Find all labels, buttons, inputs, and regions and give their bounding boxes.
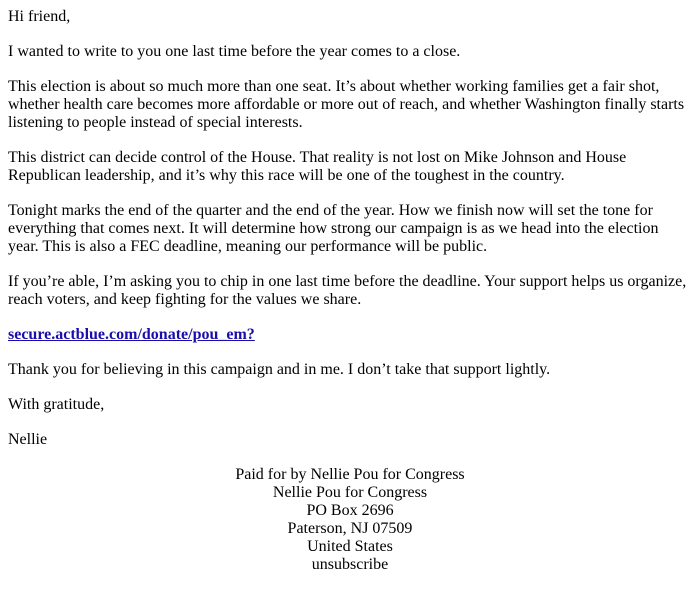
footer-paid-for: Paid for by Nellie Pou for Congress (235, 466, 465, 483)
greeting: Hi friend, (8, 8, 71, 25)
paragraph-ask: If you’re able, I’m asking you to chip in one last time before the deadline. Your support helps us organize, reach voters, and keep fighting for the values we share. (8, 273, 687, 308)
unsubscribe-link[interactable]: unsubscribe (311, 556, 389, 573)
donate-link-row (8, 326, 692, 344)
paragraph-deadline: Tonight marks the end of the quarter and the end of the year. How we finish now will set the tone for everything that comes next. It will determine how strong our campaign is as we head into the election year. This is also a FEC deadline, meaning our performance will be public. (8, 202, 659, 255)
paragraph-intro: I wanted to write to you one last time before the year comes to a close. (8, 43, 461, 60)
paragraph-district: This district can decide control of the House. That reality is not lost on Mike Johnson and House Republican leadership, and it’s why this race will be one of the toughest in the country. (8, 149, 627, 184)
closing: With gratitude, (8, 396, 105, 413)
paragraph-thanks: Thank you for believing in this campaign and in me. I don’t take that support lightly. (8, 361, 551, 378)
donate-link[interactable]: secure.actblue.com/donate/pou_em? (8, 326, 255, 343)
paragraph-election: This election is about so much more than one seat. It’s about whether working families get a fair shot, whether health care becomes more affordable or more out of reach, and whether Washington finally starts listening to people instead of special interests. (8, 78, 685, 131)
footer-org: Nellie Pou for Congress (272, 484, 428, 501)
footer-unsubscribe-row (8, 556, 692, 574)
footer-po-box: PO Box 2696 (306, 502, 394, 519)
footer-country: United States (307, 538, 393, 555)
signature: Nellie (8, 431, 48, 448)
footer (8, 466, 692, 574)
footer-city: Paterson, NJ 07509 (287, 520, 413, 537)
